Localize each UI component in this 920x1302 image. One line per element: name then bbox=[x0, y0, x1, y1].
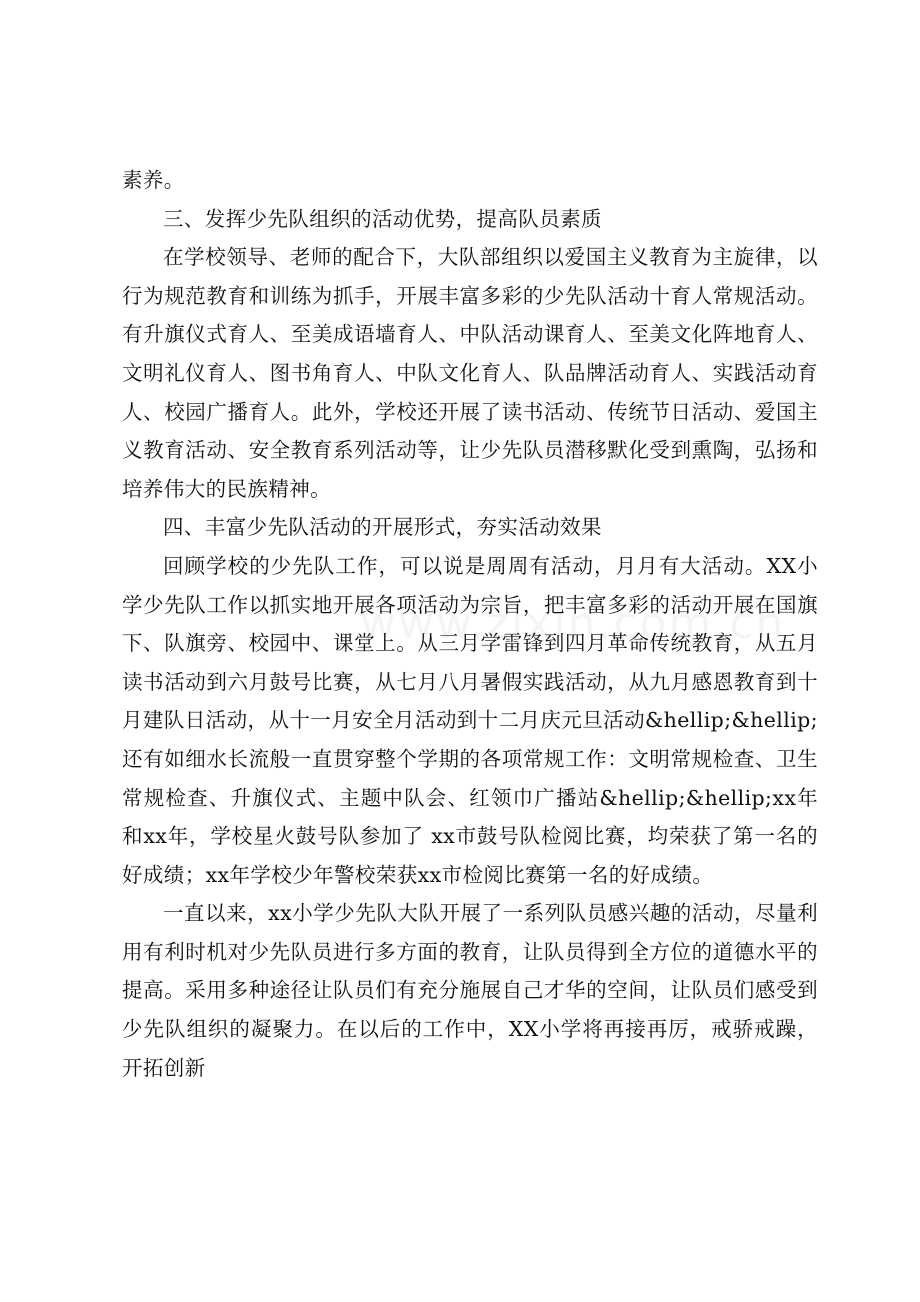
paragraph-activities: 在学校领导、老师的配合下，大队部组织以爱国主义教育为主旋律，以行为规范教育和训练为抓手，开展丰富多彩的少先队活动十育人常规活动。有升旗仪式育人、至美成语墙育人、中队活动课育人、至美文化阵地育人、文明礼仪育人、图书角育人、中队文化育人、队品牌活动育人、实践活动育人、校园广播育人。此外，学校还开展了读书活动、传统节日活动、爱国主义教育活动、安全教育系列活动等，让少先队员潜移默化受到熏陶，弘扬和培养伟大的民族精神。 bbox=[122, 245, 818, 501]
section-heading-3: 三、发挥少先队组织的活动优势，提高队员素质 bbox=[163, 206, 602, 231]
section-heading-4: 四、丰富少先队活动的开展形式，夯实活动效果 bbox=[163, 515, 602, 540]
paragraph-review: 回顾学校的少先队工作，可以说是周周有活动，月月有大活动。XX小学少先队工作以抓实地开展各项活动为宗旨，把丰富多彩的活动开展在国旗下、队旗旁、校园中、课堂上。从三月学雷锋到四月革命传统教育，从五月读书活动到六月鼓号比赛，从七月八月暑假实践活动，从九月感恩教育到十月建队日活动，从十一月安全月活动到十二月庆元旦活动&hellip;&hellip;还有如细水长流般一直贯穿整个学期的各项常规工作：文明常规检查、卫生常规检查、升旗仪式、主题中队会、红领巾广播站&hellip;&hellip;xx年和xx年，学校星火鼓号队参加了 xx市鼓号队检阅比赛，均荣获了第一名的好成绩；xx年学校少年警校荣获xx市检阅比赛第一名的好成绩。 bbox=[122, 553, 818, 887]
document-body bbox=[122, 161, 818, 1087]
paragraph-continuation: 素养。 bbox=[122, 168, 185, 192]
paragraph-summary: 一直以来，xx小学少先队大队开展了一系列队员感兴趣的活动，尽量利用有利时机对少先队员进行多方面的教育，让队员得到全方位的道德水平的提高。采用多种途径让队员们有充分施展自己才华的空间，让队员们感受到少先队组织的凝聚力。在以后的工作中，XX小学将再接再厉，戒骄戒躁，开拓创新 bbox=[122, 901, 818, 1080]
